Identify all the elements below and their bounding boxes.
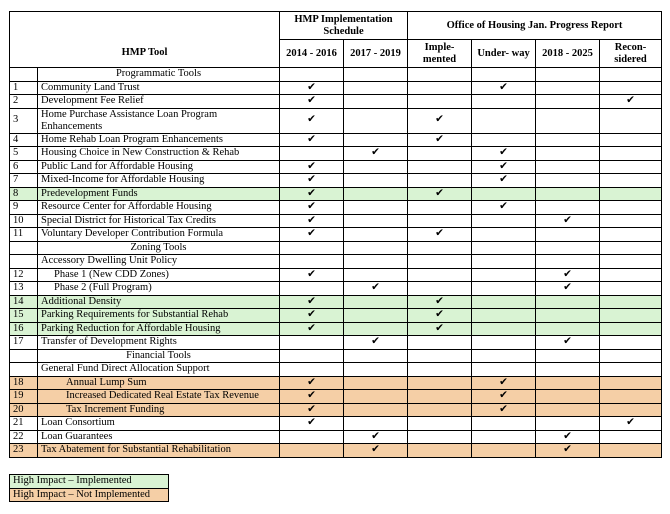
empty-cell [600, 160, 662, 174]
empty-cell [344, 363, 408, 377]
empty-cell [408, 363, 472, 377]
empty-cell [600, 376, 662, 390]
row-number: 13 [10, 282, 38, 296]
empty-cell [600, 147, 662, 161]
section-empty-cell [536, 241, 600, 255]
empty-cell [472, 295, 536, 309]
check-mark-icon: ✔ [344, 430, 408, 444]
check-mark-icon: ✔ [536, 214, 600, 228]
empty-cell [600, 187, 662, 201]
section-num-cell [10, 241, 38, 255]
row-number [10, 363, 38, 377]
table-row [10, 214, 662, 228]
empty-cell [408, 390, 472, 404]
tool-name: Development Fee Relief [38, 95, 280, 109]
section-empty-cell [472, 349, 536, 363]
tool-name: Housing Choice in New Construction & Rehab [38, 147, 280, 161]
row-number: 7 [10, 174, 38, 188]
empty-cell [344, 187, 408, 201]
table-row [10, 376, 662, 390]
empty-cell [536, 403, 600, 417]
empty-cell [472, 430, 536, 444]
check-mark-icon: ✔ [280, 228, 344, 242]
empty-cell [536, 133, 600, 147]
empty-cell [344, 255, 408, 269]
empty-cell [408, 336, 472, 350]
empty-cell [536, 363, 600, 377]
section-title: Zoning Tools [38, 241, 280, 255]
row-number: 22 [10, 430, 38, 444]
empty-cell [600, 133, 662, 147]
row-number: 11 [10, 228, 38, 242]
empty-cell [408, 160, 472, 174]
check-mark-icon: ✔ [408, 108, 472, 133]
check-mark-icon: ✔ [472, 403, 536, 417]
empty-cell [344, 81, 408, 95]
empty-cell [280, 282, 344, 296]
section-num-cell [10, 68, 38, 82]
table-row [10, 268, 662, 282]
empty-cell [472, 187, 536, 201]
tool-name: Loan Consortium [38, 417, 280, 431]
legend-implemented: High Impact – Implemented [10, 475, 169, 489]
check-mark-icon: ✔ [280, 322, 344, 336]
check-mark-icon: ✔ [408, 133, 472, 147]
check-mark-icon: ✔ [472, 81, 536, 95]
tool-name: General Fund Direct Allocation Support [38, 363, 280, 377]
table-row [10, 187, 662, 201]
tool-name: Tax Abatement for Substantial Rehabilitation [38, 444, 280, 458]
check-mark-icon: ✔ [280, 201, 344, 215]
empty-cell [344, 108, 408, 133]
row-number: 8 [10, 187, 38, 201]
empty-cell [472, 417, 536, 431]
section-empty-cell [536, 68, 600, 82]
table-row [10, 133, 662, 147]
empty-cell [408, 214, 472, 228]
section-empty-cell [408, 241, 472, 255]
empty-cell [600, 255, 662, 269]
section-empty-cell [344, 68, 408, 82]
table-body [10, 68, 662, 458]
empty-cell [600, 81, 662, 95]
tool-name: Accessory Dwelling Unit Policy [38, 255, 280, 269]
empty-cell [536, 228, 600, 242]
empty-cell [472, 309, 536, 323]
empty-cell [472, 214, 536, 228]
tool-name: Voluntary Developer Contribution Formula [38, 228, 280, 242]
section-row [10, 241, 662, 255]
check-mark-icon: ✔ [600, 95, 662, 109]
table-row [10, 147, 662, 161]
empty-cell [536, 255, 600, 269]
empty-cell [280, 147, 344, 161]
empty-cell [600, 295, 662, 309]
section-row [10, 68, 662, 82]
empty-cell [600, 282, 662, 296]
tool-name: Tax Increment Funding [38, 403, 280, 417]
empty-cell [408, 403, 472, 417]
empty-cell [344, 295, 408, 309]
empty-cell [344, 228, 408, 242]
section-empty-cell [472, 68, 536, 82]
row-number: 14 [10, 295, 38, 309]
check-mark-icon: ✔ [280, 133, 344, 147]
tool-name: Phase 1 (New CDD Zones) [38, 268, 280, 282]
table-row [10, 363, 662, 377]
check-mark-icon: ✔ [344, 444, 408, 458]
empty-cell [600, 268, 662, 282]
empty-cell [408, 444, 472, 458]
section-title: Programmatic Tools [38, 68, 280, 82]
row-number: 16 [10, 322, 38, 336]
check-mark-icon: ✔ [280, 81, 344, 95]
empty-cell [472, 444, 536, 458]
empty-cell [408, 376, 472, 390]
tool-name: Phase 2 (Full Program) [38, 282, 280, 296]
table-row [10, 417, 662, 431]
section-empty-cell [280, 241, 344, 255]
check-mark-icon: ✔ [536, 268, 600, 282]
empty-cell [408, 81, 472, 95]
empty-cell [536, 417, 600, 431]
header-blank [10, 12, 280, 40]
empty-cell [408, 174, 472, 188]
tool-name: Parking Reduction for Affordable Housing [38, 322, 280, 336]
row-number: 6 [10, 160, 38, 174]
empty-cell [408, 201, 472, 215]
row-number: 4 [10, 133, 38, 147]
empty-cell [600, 444, 662, 458]
check-mark-icon: ✔ [536, 444, 600, 458]
empty-cell [344, 133, 408, 147]
check-mark-icon: ✔ [280, 403, 344, 417]
tool-name: Annual Lump Sum [38, 376, 280, 390]
check-mark-icon: ✔ [472, 376, 536, 390]
check-mark-icon: ✔ [280, 309, 344, 323]
check-mark-icon: ✔ [280, 95, 344, 109]
col-reconsidered-header: Recon- sidered [600, 40, 662, 68]
check-mark-icon: ✔ [472, 201, 536, 215]
report-group-header: Office of Housing Jan. Progress Report [408, 12, 662, 40]
tool-name: Public Land for Affordable Housing [38, 160, 280, 174]
empty-cell [280, 255, 344, 269]
empty-cell [408, 282, 472, 296]
empty-cell [472, 336, 536, 350]
empty-cell [472, 95, 536, 109]
tool-name: Parking Requirements for Substantial Rehab [38, 309, 280, 323]
empty-cell [536, 108, 600, 133]
empty-cell [408, 268, 472, 282]
empty-cell [600, 201, 662, 215]
empty-cell [536, 174, 600, 188]
row-number: 19 [10, 390, 38, 404]
table-row [10, 228, 662, 242]
check-mark-icon: ✔ [536, 430, 600, 444]
empty-cell [344, 417, 408, 431]
empty-cell [472, 228, 536, 242]
section-title: Financial Tools [38, 349, 280, 363]
section-empty-cell [280, 349, 344, 363]
schedule-group-header: HMP Implementation Schedule [280, 12, 408, 40]
empty-cell [408, 430, 472, 444]
check-mark-icon: ✔ [344, 147, 408, 161]
check-mark-icon: ✔ [280, 187, 344, 201]
table-row [10, 309, 662, 323]
table-row [10, 444, 662, 458]
section-empty-cell [600, 349, 662, 363]
table-row [10, 295, 662, 309]
tool-name: Community Land Trust [38, 81, 280, 95]
empty-cell [536, 376, 600, 390]
empty-cell [280, 444, 344, 458]
empty-cell [600, 336, 662, 350]
col-2014-header: 2014 - 2016 [280, 40, 344, 68]
empty-cell [472, 268, 536, 282]
row-number: 15 [10, 309, 38, 323]
empty-cell [536, 295, 600, 309]
section-empty-cell [600, 68, 662, 82]
table-row [10, 174, 662, 188]
empty-cell [600, 390, 662, 404]
empty-cell [344, 160, 408, 174]
row-number: 5 [10, 147, 38, 161]
empty-cell [408, 255, 472, 269]
check-mark-icon: ✔ [472, 174, 536, 188]
empty-cell [600, 108, 662, 133]
row-number: 12 [10, 268, 38, 282]
check-mark-icon: ✔ [280, 174, 344, 188]
col-2017-header: 2017 - 2019 [344, 40, 408, 68]
empty-cell [600, 228, 662, 242]
check-mark-icon: ✔ [280, 108, 344, 133]
section-empty-cell [280, 68, 344, 82]
tool-name: Resource Center for Affordable Housing [38, 201, 280, 215]
empty-cell [600, 174, 662, 188]
empty-cell [280, 363, 344, 377]
empty-cell [472, 322, 536, 336]
empty-cell [536, 309, 600, 323]
section-empty-cell [600, 241, 662, 255]
section-empty-cell [408, 68, 472, 82]
check-mark-icon: ✔ [600, 417, 662, 431]
section-empty-cell [536, 349, 600, 363]
empty-cell [344, 268, 408, 282]
empty-cell [472, 363, 536, 377]
row-number: 21 [10, 417, 38, 431]
empty-cell [344, 376, 408, 390]
check-mark-icon: ✔ [472, 160, 536, 174]
table-row [10, 336, 662, 350]
table-row [10, 282, 662, 296]
tool-name: Home Purchase Assistance Loan Program Enhancements [38, 108, 280, 133]
row-number: 2 [10, 95, 38, 109]
empty-cell [280, 430, 344, 444]
table-row [10, 160, 662, 174]
empty-cell [472, 255, 536, 269]
table-row [10, 81, 662, 95]
col-2018-header: 2018 - 2025 [536, 40, 600, 68]
check-mark-icon: ✔ [408, 322, 472, 336]
empty-cell [536, 201, 600, 215]
check-mark-icon: ✔ [280, 268, 344, 282]
tool-name: Predevelopment Funds [38, 187, 280, 201]
row-number: 9 [10, 201, 38, 215]
col-implemented-header: Imple- mented [408, 40, 472, 68]
check-mark-icon: ✔ [280, 295, 344, 309]
table-row [10, 403, 662, 417]
empty-cell [536, 95, 600, 109]
section-empty-cell [344, 241, 408, 255]
row-number: 3 [10, 108, 38, 133]
check-mark-icon: ✔ [536, 336, 600, 350]
check-mark-icon: ✔ [408, 309, 472, 323]
empty-cell [344, 403, 408, 417]
section-empty-cell [344, 349, 408, 363]
check-mark-icon: ✔ [280, 390, 344, 404]
table-row [10, 430, 662, 444]
empty-cell [536, 147, 600, 161]
empty-cell [536, 160, 600, 174]
empty-cell [600, 322, 662, 336]
tool-name: Additional Density [38, 295, 280, 309]
tool-name: Transfer of Development Rights [38, 336, 280, 350]
tool-name: Mixed-Income for Affordable Housing [38, 174, 280, 188]
row-number: 18 [10, 376, 38, 390]
empty-cell [600, 309, 662, 323]
empty-cell [600, 214, 662, 228]
table-row [10, 108, 662, 133]
check-mark-icon: ✔ [408, 187, 472, 201]
check-mark-icon: ✔ [344, 282, 408, 296]
check-mark-icon: ✔ [280, 160, 344, 174]
hmp-progress-table [9, 11, 662, 458]
row-number: 23 [10, 444, 38, 458]
section-empty-cell [472, 241, 536, 255]
legend-not-implemented: High Impact – Not Implemented [10, 488, 169, 502]
tool-name: Loan Guarantees [38, 430, 280, 444]
check-mark-icon: ✔ [344, 336, 408, 350]
col-underway-header: Under- way [472, 40, 536, 68]
empty-cell [408, 147, 472, 161]
table-row [10, 95, 662, 109]
empty-cell [472, 282, 536, 296]
empty-cell [344, 390, 408, 404]
empty-cell [344, 174, 408, 188]
empty-cell [600, 430, 662, 444]
row-number: 17 [10, 336, 38, 350]
table-row [10, 255, 662, 269]
section-num-cell [10, 349, 38, 363]
tool-name: Special District for Historical Tax Credits [38, 214, 280, 228]
tool-name: Home Rehab Loan Program Enhancements [38, 133, 280, 147]
row-number: 1 [10, 81, 38, 95]
empty-cell [536, 322, 600, 336]
check-mark-icon: ✔ [280, 417, 344, 431]
empty-cell [536, 81, 600, 95]
empty-cell [472, 108, 536, 133]
row-number: 20 [10, 403, 38, 417]
check-mark-icon: ✔ [536, 282, 600, 296]
table-row [10, 390, 662, 404]
row-number [10, 255, 38, 269]
check-mark-icon: ✔ [408, 295, 472, 309]
check-mark-icon: ✔ [280, 376, 344, 390]
row-number: 10 [10, 214, 38, 228]
empty-cell [536, 390, 600, 404]
empty-cell [408, 95, 472, 109]
empty-cell [472, 133, 536, 147]
section-row [10, 349, 662, 363]
check-mark-icon: ✔ [408, 228, 472, 242]
empty-cell [344, 201, 408, 215]
empty-cell [344, 309, 408, 323]
empty-cell [280, 336, 344, 350]
tool-name: Increased Dedicated Real Estate Tax Revenue [38, 390, 280, 404]
empty-cell [344, 214, 408, 228]
section-empty-cell [408, 349, 472, 363]
empty-cell [600, 403, 662, 417]
empty-cell [600, 363, 662, 377]
empty-cell [344, 95, 408, 109]
empty-cell [536, 187, 600, 201]
check-mark-icon: ✔ [472, 147, 536, 161]
check-mark-icon: ✔ [472, 390, 536, 404]
legend [9, 474, 169, 502]
hmp-tool-header: HMP Tool [10, 40, 280, 68]
empty-cell [408, 417, 472, 431]
table-row [10, 201, 662, 215]
check-mark-icon: ✔ [280, 214, 344, 228]
table-row [10, 322, 662, 336]
empty-cell [344, 322, 408, 336]
